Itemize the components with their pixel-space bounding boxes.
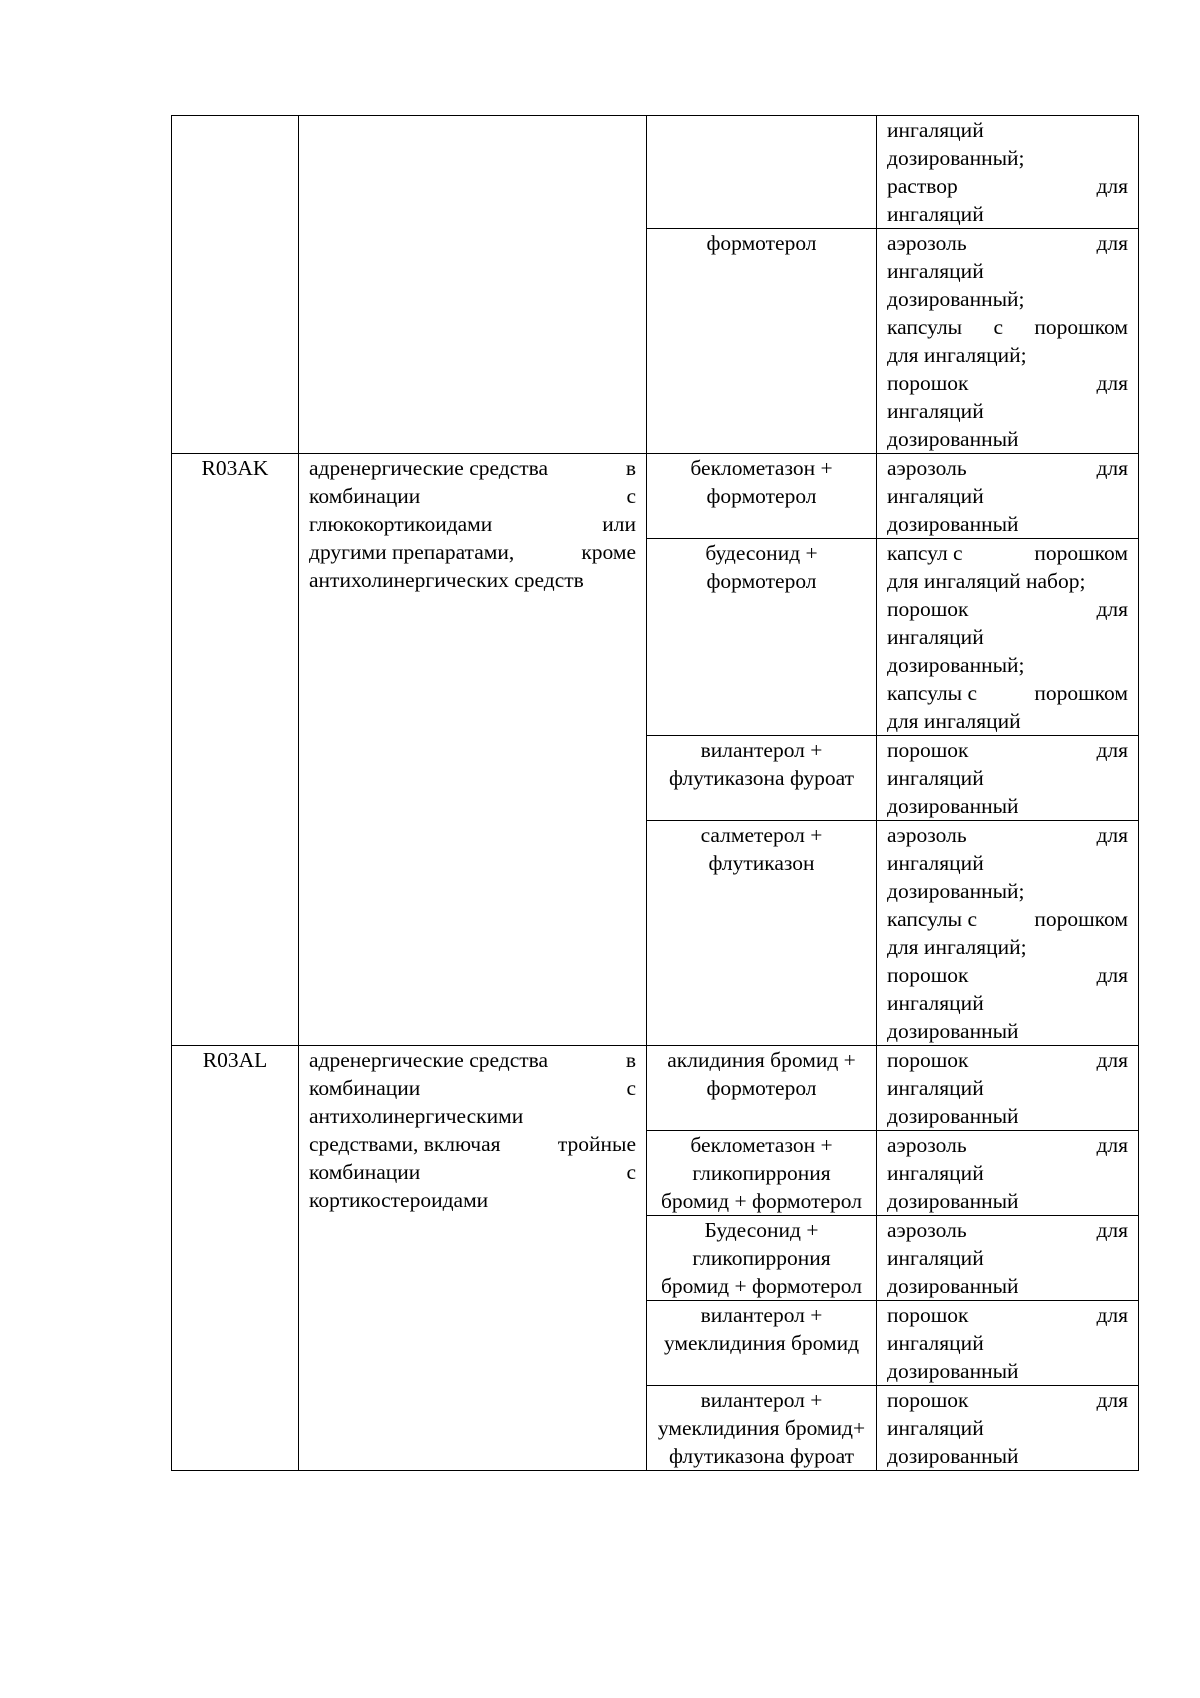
dosage-form-cell bbox=[877, 539, 1139, 736]
inn-cell: беклометазон + формотерол bbox=[647, 454, 877, 539]
text-line-left: порошок bbox=[887, 1048, 969, 1072]
text-line-right: для bbox=[1096, 823, 1128, 847]
text-line-right: для bbox=[1096, 174, 1128, 198]
text-line: капсулы с порошком bbox=[887, 315, 1128, 339]
text-line: ингаляций bbox=[887, 766, 984, 790]
text-line-left: комбинации bbox=[309, 484, 421, 508]
atc-code-cell: R03AL bbox=[172, 1046, 299, 1471]
dosage-form-cell bbox=[877, 1046, 1139, 1131]
text-line bbox=[887, 595, 1128, 623]
text-line-left: капсулы с bbox=[887, 681, 978, 705]
dosage-form-cell bbox=[877, 229, 1139, 454]
text-line-right: для bbox=[1096, 597, 1128, 621]
inn-cell: аклидиния бромид + формотерол bbox=[647, 1046, 877, 1131]
text-line: ингаляций bbox=[887, 202, 984, 226]
text-line-right: для bbox=[1096, 1048, 1128, 1072]
text-line bbox=[309, 538, 636, 566]
group-name-cell bbox=[299, 116, 647, 454]
text-line-right: для bbox=[1096, 738, 1128, 762]
text-line-left: капсул с bbox=[887, 541, 963, 565]
text-line bbox=[887, 1386, 1128, 1414]
text-line: ингаляций bbox=[887, 259, 984, 283]
dosage-form-cell bbox=[877, 1131, 1139, 1216]
inn-cell: Будесонид + гликопиррония бромид + формотерол bbox=[647, 1216, 877, 1301]
dosage-form-cell bbox=[877, 1216, 1139, 1301]
text-line: дозированный bbox=[887, 1019, 1019, 1043]
text-line-right: для bbox=[1096, 371, 1128, 395]
inn-cell: вилантерол + умеклидиния бромид bbox=[647, 1301, 877, 1386]
text-line bbox=[309, 1074, 636, 1102]
inn-cell: беклометазон + гликопиррония бромид + формотерол bbox=[647, 1131, 877, 1216]
atc-code-cell: R03AK bbox=[172, 454, 299, 1046]
table-row bbox=[172, 454, 1139, 539]
text-line: дозированный bbox=[887, 1189, 1019, 1213]
text-line bbox=[887, 1131, 1128, 1159]
text-line: ингаляций bbox=[887, 1246, 984, 1270]
text-line: ингаляций bbox=[887, 1161, 984, 1185]
drug-classification-table bbox=[171, 115, 1139, 1471]
text-line bbox=[309, 482, 636, 510]
text-line bbox=[887, 1216, 1128, 1244]
text-line-right: кроме bbox=[581, 540, 636, 564]
inn-cell: вилантерол + флутиказона фуроат bbox=[647, 736, 877, 821]
text-line-left: адренергические средства bbox=[309, 1048, 549, 1072]
text-line: дозированный bbox=[887, 1444, 1019, 1468]
text-line-right: для bbox=[1096, 231, 1128, 255]
text-line bbox=[887, 905, 1128, 933]
text-line bbox=[887, 961, 1128, 989]
text-line: ингаляций bbox=[887, 399, 984, 423]
text-line-left: порошок bbox=[887, 1388, 969, 1412]
text-line-left: аэрозоль bbox=[887, 1133, 967, 1157]
text-line: дозированный; bbox=[887, 653, 1025, 677]
text-line: ингаляций bbox=[887, 625, 984, 649]
text-line bbox=[887, 539, 1128, 567]
text-line-right: в bbox=[625, 1048, 636, 1072]
text-line-right: для bbox=[1096, 963, 1128, 987]
text-line-left: аэрозоль bbox=[887, 231, 967, 255]
table-body bbox=[172, 116, 1139, 1471]
text-line-right: для bbox=[1096, 456, 1128, 480]
text-line: дозированный bbox=[887, 1104, 1019, 1128]
table-row bbox=[172, 1046, 1139, 1131]
text-line: ингаляций bbox=[887, 1416, 984, 1440]
text-line: ингаляций bbox=[887, 991, 984, 1015]
dosage-form-cell bbox=[877, 736, 1139, 821]
text-line-right: с bbox=[626, 1160, 636, 1184]
text-line-right: или bbox=[602, 512, 636, 536]
text-line: ингаляций bbox=[887, 1331, 984, 1355]
text-line-right: с bbox=[626, 1076, 636, 1100]
group-name-cell bbox=[299, 1046, 647, 1471]
group-name-cell bbox=[299, 454, 647, 1046]
text-line bbox=[887, 369, 1128, 397]
text-line: для ингаляций; bbox=[887, 935, 1027, 959]
text-line bbox=[887, 679, 1128, 707]
text-line: ингаляций bbox=[887, 851, 984, 875]
text-line: для ингаляций bbox=[887, 709, 1021, 733]
table-row bbox=[172, 116, 1139, 229]
text-line bbox=[309, 454, 636, 482]
text-line-left: раствор bbox=[887, 174, 958, 198]
text-line-left: другими препаратами, bbox=[309, 540, 515, 564]
inn-cell: будесонид + формотерол bbox=[647, 539, 877, 736]
text-line: дозированный bbox=[887, 1359, 1019, 1383]
atc-code-cell bbox=[172, 116, 299, 454]
text-line: дозированный bbox=[887, 1274, 1019, 1298]
text-line-right: порошком bbox=[1034, 541, 1128, 565]
inn-cell: формотерол bbox=[647, 229, 877, 454]
text-line-left: капсулы с bbox=[887, 907, 978, 931]
text-line: для ингаляций набор; bbox=[887, 569, 1086, 593]
text-line-right: с bbox=[626, 484, 636, 508]
text-line-right: тройные bbox=[557, 1132, 636, 1156]
dosage-form-cell bbox=[877, 1301, 1139, 1386]
text-line bbox=[309, 510, 636, 538]
text-line-left: порошок bbox=[887, 371, 969, 395]
text-line bbox=[309, 1046, 636, 1074]
text-line: дозированный bbox=[887, 427, 1019, 451]
text-line-right: в bbox=[625, 456, 636, 480]
text-line: антихолинергическими bbox=[309, 1104, 524, 1128]
text-line: дозированный; bbox=[887, 287, 1025, 311]
text-line-left: средствами, включая bbox=[309, 1132, 501, 1156]
text-line: ингаляций bbox=[887, 1076, 984, 1100]
text-line-left: аэрозоль bbox=[887, 456, 967, 480]
text-line-left: адренергические средства bbox=[309, 456, 549, 480]
text-line-left: аэрозоль bbox=[887, 1218, 967, 1242]
text-line bbox=[887, 229, 1128, 257]
text-line: ингаляций bbox=[887, 118, 984, 142]
inn-cell: салметерол + флутиказон bbox=[647, 821, 877, 1046]
text-line bbox=[887, 736, 1128, 764]
text-line bbox=[887, 172, 1128, 200]
text-line-left: порошок bbox=[887, 738, 969, 762]
dosage-form-cell bbox=[877, 821, 1139, 1046]
dosage-form-cell bbox=[877, 116, 1139, 229]
text-line-right: для bbox=[1096, 1133, 1128, 1157]
text-line: ингаляций bbox=[887, 484, 984, 508]
text-line bbox=[887, 821, 1128, 849]
inn-cell: вилантерол + умеклидиния бромид+ флутиказона фуроат bbox=[647, 1386, 877, 1471]
text-line bbox=[309, 1130, 636, 1158]
text-line-left: аэрозоль bbox=[887, 823, 967, 847]
text-line-left: комбинации bbox=[309, 1076, 421, 1100]
text-line-right: для bbox=[1096, 1388, 1128, 1412]
text-line-left: порошок bbox=[887, 1303, 969, 1327]
text-line-right: для bbox=[1096, 1218, 1128, 1242]
text-line: кортикостероидами bbox=[309, 1188, 489, 1212]
text-line: дозированный bbox=[887, 512, 1019, 536]
inn-cell bbox=[647, 116, 877, 229]
text-line bbox=[309, 1158, 636, 1186]
text-line: для ингаляций; bbox=[887, 343, 1027, 367]
text-line: антихолинергических средств bbox=[309, 568, 584, 592]
text-line bbox=[887, 454, 1128, 482]
text-line bbox=[887, 1301, 1128, 1329]
text-line-right: порошком bbox=[1034, 907, 1128, 931]
text-line-left: порошок bbox=[887, 597, 969, 621]
text-line-right: для bbox=[1096, 1303, 1128, 1327]
text-line: дозированный bbox=[887, 794, 1019, 818]
dosage-form-cell bbox=[877, 454, 1139, 539]
text-line: дозированный; bbox=[887, 146, 1025, 170]
text-line-left: порошок bbox=[887, 963, 969, 987]
text-line-left: глюкокортикоидами bbox=[309, 512, 493, 536]
text-line bbox=[887, 1046, 1128, 1074]
text-line-right: порошком bbox=[1034, 681, 1128, 705]
text-line: дозированный; bbox=[887, 879, 1025, 903]
text-line-left: комбинации bbox=[309, 1160, 421, 1184]
dosage-form-cell bbox=[877, 1386, 1139, 1471]
